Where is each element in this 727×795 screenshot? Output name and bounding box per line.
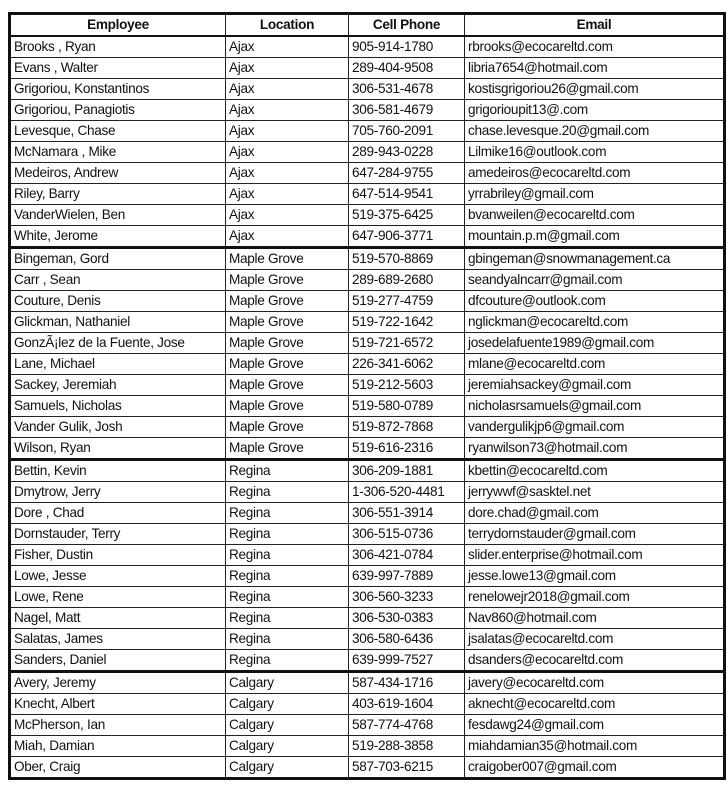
table-row — [10, 100, 725, 121]
cell-phone-cell: 647-514-9541 — [349, 184, 465, 205]
employee-name-cell: GonzÃ¡lez de la Fuente, Jose — [10, 333, 226, 354]
cell-phone-cell: 306-581-4679 — [349, 100, 465, 121]
table-body — [10, 36, 725, 779]
employee-name-cell: Lowe, Rene — [10, 587, 226, 608]
email-cell: ryanwilson73@hotmail.com — [465, 438, 725, 460]
email-cell: dfcouture@outlook.com — [465, 291, 725, 312]
email-cell: fesdawg24@gmail.com — [465, 715, 725, 736]
table-row — [10, 270, 725, 291]
table-row — [10, 608, 725, 629]
cell-phone-cell: 519-570-8869 — [349, 248, 465, 270]
employee-name-cell: Fisher, Dustin — [10, 545, 226, 566]
cell-phone-cell: 519-375-6425 — [349, 205, 465, 226]
cell-phone-cell: 289-404-9508 — [349, 58, 465, 79]
cell-phone-cell: 519-288-3858 — [349, 736, 465, 757]
email-cell: gbingeman@snowmanagement.ca — [465, 248, 725, 270]
email-cell: slider.enterprise@hotmail.com — [465, 545, 725, 566]
cell-phone-cell: 647-284-9755 — [349, 163, 465, 184]
email-cell: mountain.p.m@gmail.com — [465, 226, 725, 248]
cell-phone-cell: 226-341-6062 — [349, 354, 465, 375]
cell-phone-cell: 519-721-6572 — [349, 333, 465, 354]
location-cell: Regina — [226, 566, 349, 587]
table-row — [10, 226, 725, 248]
location-cell: Ajax — [226, 163, 349, 184]
employee-name-cell: Carr , Sean — [10, 270, 226, 291]
employee-name-cell: VanderWielen, Ben — [10, 205, 226, 226]
location-cell: Ajax — [226, 121, 349, 142]
email-cell: miahdamian35@hotmail.com — [465, 736, 725, 757]
employee-contact-table — [8, 12, 726, 780]
cell-phone-cell: 519-722-1642 — [349, 312, 465, 333]
employee-name-cell: Wilson, Ryan — [10, 438, 226, 460]
location-cell: Ajax — [226, 184, 349, 205]
location-cell: Ajax — [226, 79, 349, 100]
email-cell: kbettin@ecocareltd.com — [465, 460, 725, 482]
header-row — [10, 14, 725, 37]
column-header-cell-phone: Cell Phone — [349, 14, 465, 37]
location-cell: Maple Grove — [226, 375, 349, 396]
table-row — [10, 629, 725, 650]
table-row — [10, 417, 725, 438]
table-row — [10, 566, 725, 587]
location-cell: Maple Grove — [226, 312, 349, 333]
table-row — [10, 757, 725, 779]
column-header-location: Location — [226, 14, 349, 37]
email-cell: rbrooks@ecocareltd.com — [465, 36, 725, 58]
email-cell: javery@ecocareltd.com — [465, 672, 725, 694]
location-cell: Calgary — [226, 672, 349, 694]
employee-name-cell: Dmytrow, Jerry — [10, 482, 226, 503]
location-cell: Maple Grove — [226, 291, 349, 312]
location-cell: Maple Grove — [226, 354, 349, 375]
email-cell: vandergulikjp6@gmail.com — [465, 417, 725, 438]
employee-name-cell: Avery, Jeremy — [10, 672, 226, 694]
location-cell: Regina — [226, 587, 349, 608]
location-cell: Regina — [226, 629, 349, 650]
employee-name-cell: Ober, Craig — [10, 757, 226, 779]
employee-name-cell: Couture, Denis — [10, 291, 226, 312]
table-row — [10, 291, 725, 312]
email-cell: terrydornstauder@gmail.com — [465, 524, 725, 545]
cell-phone-cell: 519-580-0789 — [349, 396, 465, 417]
email-cell: libria7654@hotmail.com — [465, 58, 725, 79]
location-cell: Maple Grove — [226, 417, 349, 438]
location-cell: Regina — [226, 482, 349, 503]
location-cell: Ajax — [226, 226, 349, 248]
table-row — [10, 438, 725, 460]
table-row — [10, 375, 725, 396]
cell-phone-cell: 905-914-1780 — [349, 36, 465, 58]
cell-phone-cell: 519-212-5603 — [349, 375, 465, 396]
employee-name-cell: Levesque, Chase — [10, 121, 226, 142]
table-row — [10, 396, 725, 417]
email-cell: Lilmike16@outlook.com — [465, 142, 725, 163]
location-cell: Calgary — [226, 694, 349, 715]
cell-phone-cell: 306-531-4678 — [349, 79, 465, 100]
table-row — [10, 545, 725, 566]
location-cell: Maple Grove — [226, 396, 349, 417]
column-header-employee: Employee — [10, 14, 226, 37]
email-cell: kostisgrigoriou26@gmail.com — [465, 79, 725, 100]
email-cell: josedelafuente1989@gmail.com — [465, 333, 725, 354]
email-cell: dore.chad@gmail.com — [465, 503, 725, 524]
location-cell: Calgary — [226, 736, 349, 757]
cell-phone-cell: 705-760-2091 — [349, 121, 465, 142]
employee-name-cell: Salatas, James — [10, 629, 226, 650]
table-row — [10, 248, 725, 270]
email-cell: grigorioupit13@.com — [465, 100, 725, 121]
email-cell: renelowejr2018@gmail.com — [465, 587, 725, 608]
location-cell: Regina — [226, 545, 349, 566]
employee-name-cell: Riley, Barry — [10, 184, 226, 205]
location-cell: Regina — [226, 503, 349, 524]
table-row — [10, 672, 725, 694]
table-row — [10, 694, 725, 715]
location-cell: Maple Grove — [226, 248, 349, 270]
email-cell: bvanweilen@ecocareltd.com — [465, 205, 725, 226]
employee-name-cell: Glickman, Nathaniel — [10, 312, 226, 333]
cell-phone-cell: 306-560-3233 — [349, 587, 465, 608]
employee-name-cell: Dore , Chad — [10, 503, 226, 524]
email-cell: seandyalncarr@gmail.com — [465, 270, 725, 291]
cell-phone-cell: 403-619-1604 — [349, 694, 465, 715]
table-row — [10, 142, 725, 163]
table-row — [10, 460, 725, 482]
email-cell: aknecht@ecocareltd.com — [465, 694, 725, 715]
email-cell: mlane@ecocareltd.com — [465, 354, 725, 375]
employee-name-cell: Miah, Damian — [10, 736, 226, 757]
location-cell: Ajax — [226, 58, 349, 79]
employee-name-cell: Brooks , Ryan — [10, 36, 226, 58]
location-cell: Maple Grove — [226, 438, 349, 460]
employee-name-cell: Bingeman, Gord — [10, 248, 226, 270]
employee-name-cell: Vander Gulik, Josh — [10, 417, 226, 438]
table-row — [10, 650, 725, 672]
table-row — [10, 79, 725, 100]
location-cell: Calgary — [226, 715, 349, 736]
cell-phone-cell: 289-689-2680 — [349, 270, 465, 291]
table-row — [10, 121, 725, 142]
table-row — [10, 736, 725, 757]
email-cell: chase.levesque.20@gmail.com — [465, 121, 725, 142]
cell-phone-cell: 306-421-0784 — [349, 545, 465, 566]
employee-name-cell: McPherson, Ian — [10, 715, 226, 736]
location-cell: Regina — [226, 524, 349, 545]
email-cell: jeremiahsackey@gmail.com — [465, 375, 725, 396]
employee-name-cell: Bettin, Kevin — [10, 460, 226, 482]
location-cell: Ajax — [226, 142, 349, 163]
employee-name-cell: Knecht, Albert — [10, 694, 226, 715]
location-cell: Regina — [226, 460, 349, 482]
email-cell: craigober007@gmail.com — [465, 757, 725, 779]
cell-phone-cell: 306-530-0383 — [349, 608, 465, 629]
location-cell: Ajax — [226, 205, 349, 226]
table-row — [10, 333, 725, 354]
cell-phone-cell: 306-209-1881 — [349, 460, 465, 482]
email-cell: yrrabriley@gmail.com — [465, 184, 725, 205]
table-row — [10, 312, 725, 333]
employee-name-cell: Nagel, Matt — [10, 608, 226, 629]
cell-phone-cell: 587-434-1716 — [349, 672, 465, 694]
cell-phone-cell: 519-616-2316 — [349, 438, 465, 460]
email-cell: nicholasrsamuels@gmail.com — [465, 396, 725, 417]
table-row — [10, 524, 725, 545]
table-row — [10, 163, 725, 184]
table-row — [10, 587, 725, 608]
employee-name-cell: Medeiros, Andrew — [10, 163, 226, 184]
location-cell: Ajax — [226, 36, 349, 58]
table-row — [10, 184, 725, 205]
email-cell: amedeiros@ecocareltd.com — [465, 163, 725, 184]
employee-name-cell: Lowe, Jesse — [10, 566, 226, 587]
table-row — [10, 205, 725, 226]
employee-name-cell: Grigoriou, Panagiotis — [10, 100, 226, 121]
email-cell: dsanders@ecocareltd.com — [465, 650, 725, 672]
location-cell: Maple Grove — [226, 333, 349, 354]
cell-phone-cell: 519-277-4759 — [349, 291, 465, 312]
cell-phone-cell: 587-774-4768 — [349, 715, 465, 736]
table-row — [10, 503, 725, 524]
email-cell: jesse.lowe13@gmail.com — [465, 566, 725, 587]
location-cell: Regina — [226, 608, 349, 629]
cell-phone-cell: 639-999-7527 — [349, 650, 465, 672]
cell-phone-cell: 289-943-0228 — [349, 142, 465, 163]
employee-name-cell: Evans , Walter — [10, 58, 226, 79]
table-row — [10, 354, 725, 375]
employee-name-cell: White, Jerome — [10, 226, 226, 248]
cell-phone-cell: 306-580-6436 — [349, 629, 465, 650]
employee-name-cell: Samuels, Nicholas — [10, 396, 226, 417]
employee-name-cell: Grigoriou, Konstantinos — [10, 79, 226, 100]
employee-name-cell: Sanders, Daniel — [10, 650, 226, 672]
cell-phone-cell: 1-306-520-4481 — [349, 482, 465, 503]
cell-phone-cell: 306-515-0736 — [349, 524, 465, 545]
cell-phone-cell: 647-906-3771 — [349, 226, 465, 248]
location-cell: Maple Grove — [226, 270, 349, 291]
location-cell: Calgary — [226, 757, 349, 779]
table-row — [10, 58, 725, 79]
employee-name-cell: Dornstauder, Terry — [10, 524, 226, 545]
email-cell: jerrywwf@sasktel.net — [465, 482, 725, 503]
email-cell: nglickman@ecocareltd.com — [465, 312, 725, 333]
cell-phone-cell: 587-703-6215 — [349, 757, 465, 779]
table-row — [10, 482, 725, 503]
location-cell: Regina — [226, 650, 349, 672]
cell-phone-cell: 639-997-7889 — [349, 566, 465, 587]
employee-name-cell: Sackey, Jeremiah — [10, 375, 226, 396]
cell-phone-cell: 519-872-7868 — [349, 417, 465, 438]
column-header-email: Email — [465, 14, 725, 37]
email-cell: Nav860@hotmail.com — [465, 608, 725, 629]
employee-name-cell: Lane, Michael — [10, 354, 226, 375]
location-cell: Ajax — [226, 100, 349, 121]
employee-name-cell: McNamara , Mike — [10, 142, 226, 163]
email-cell: jsalatas@ecocareltd.com — [465, 629, 725, 650]
table-row — [10, 36, 725, 58]
table-row — [10, 715, 725, 736]
cell-phone-cell: 306-551-3914 — [349, 503, 465, 524]
